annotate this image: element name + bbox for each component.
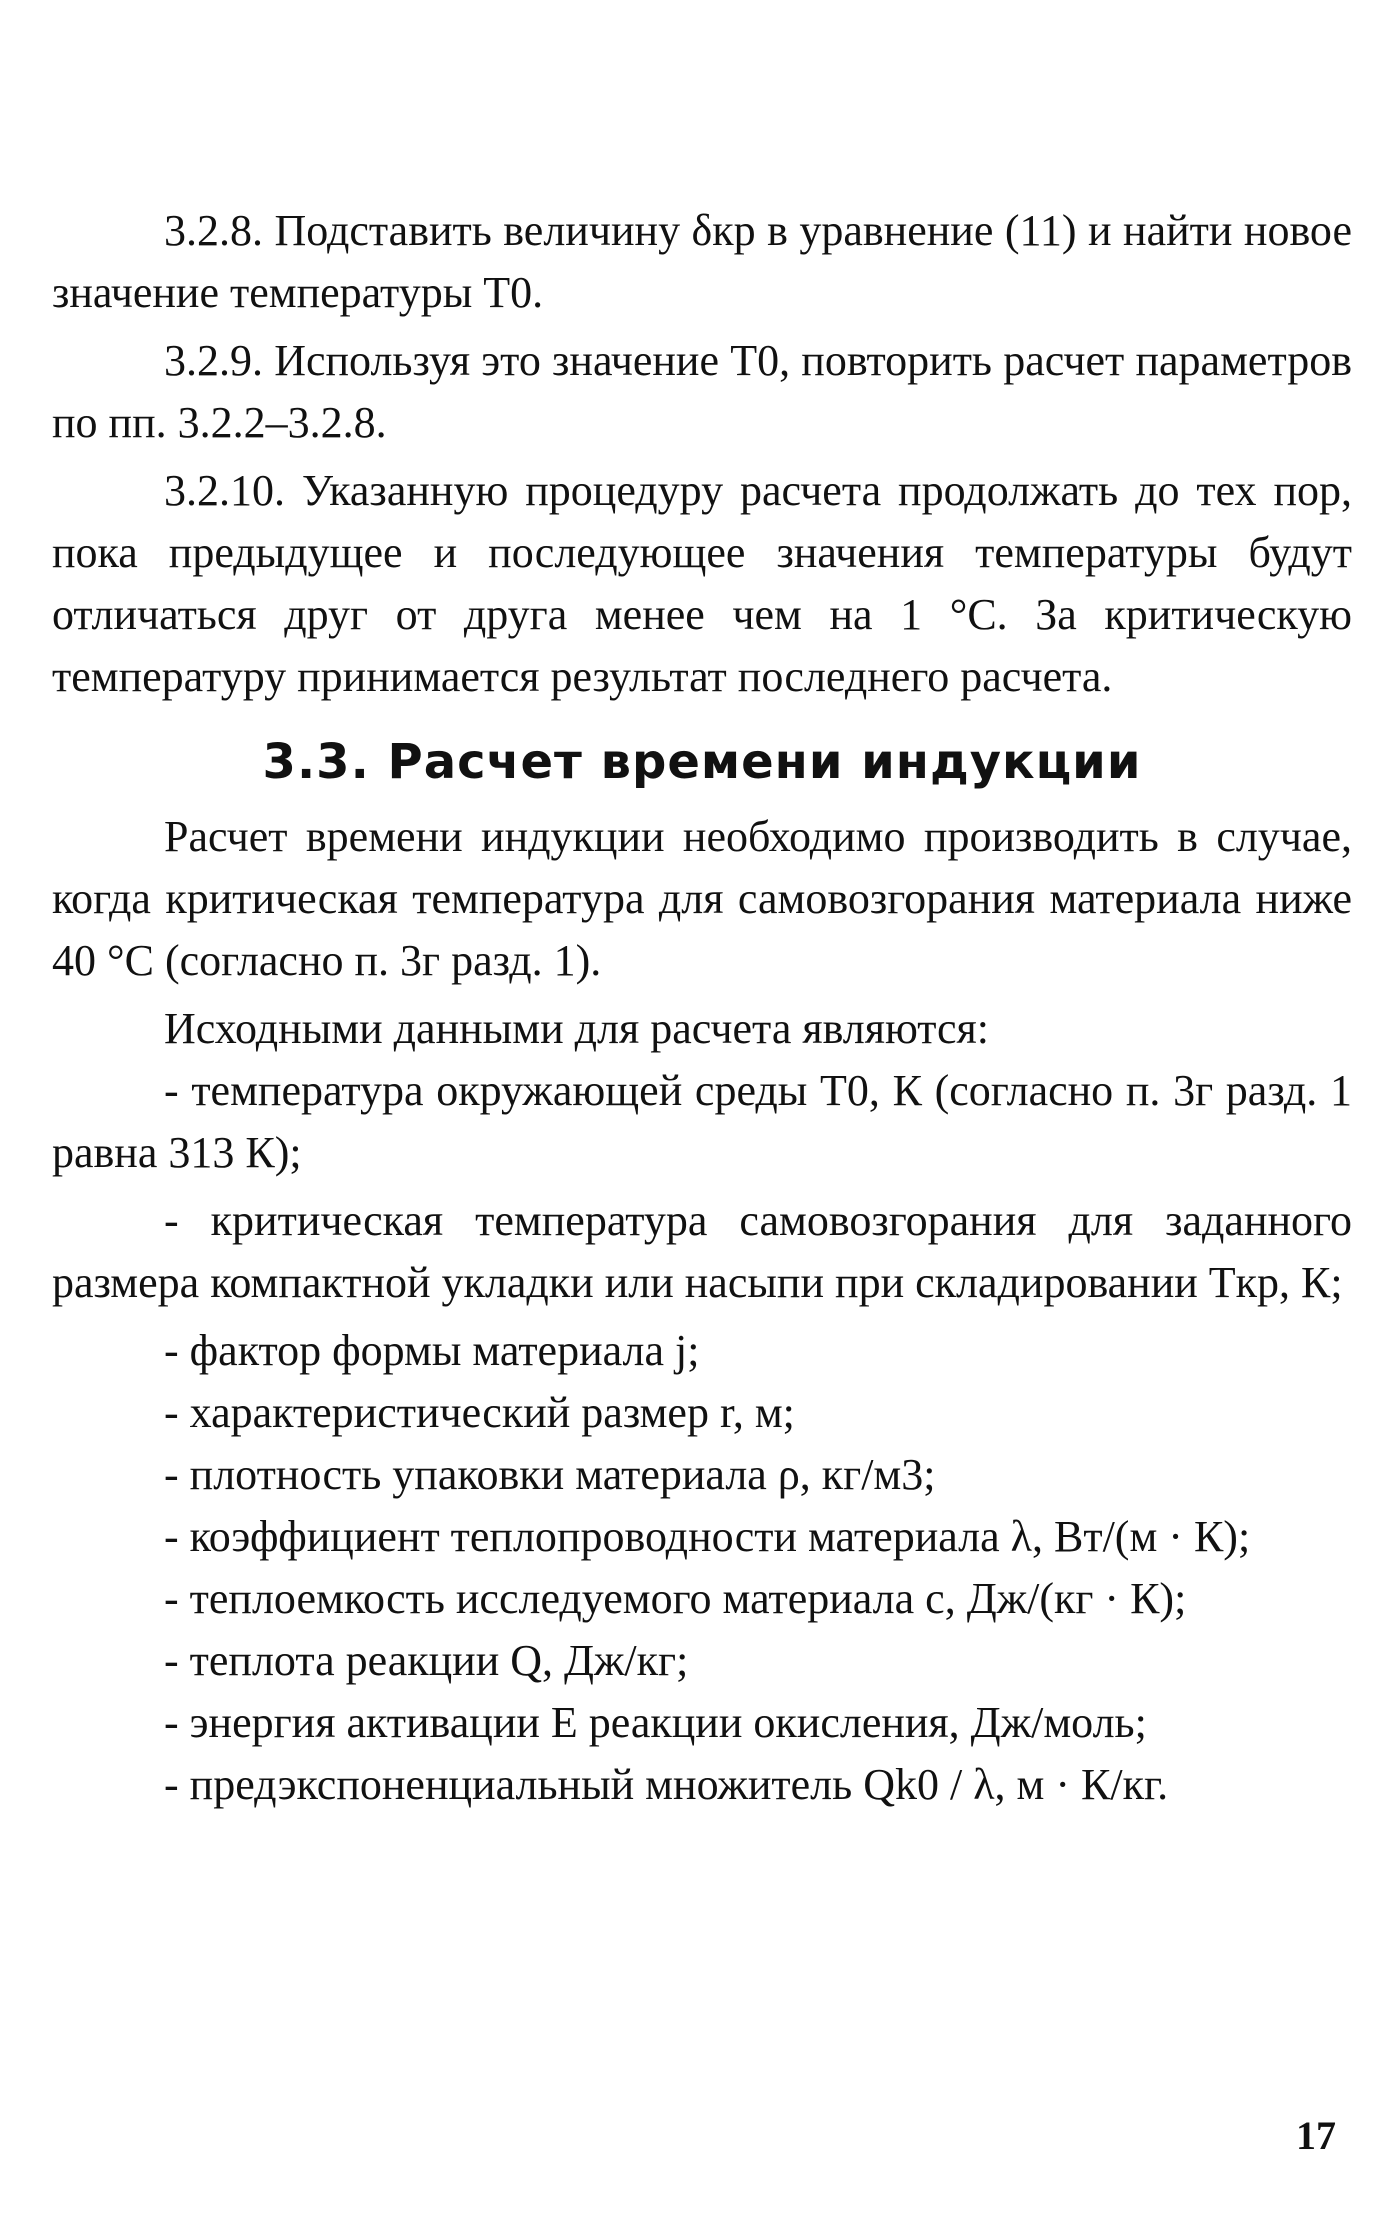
list-item: - энергия активации E реакции окисления, Дж/моль; [164,1698,1147,1747]
paragraph-3-2-10: 3.2.10. Указанную процедуру расчета продолжать до тех пор, пока предыдущее и последующее значения температуры будут отличаться друг от друга менее чем на 1 °С. За критическую температуру принимается результат последнего расчета. [52,466,1352,701]
paragraph-intro: Расчет времени индукции необходимо производить в случае, когда критическая температура для самовозгорания материала ниже 40 °С (согласно п. 3г разд. 1). [52,812,1352,985]
list-item: - характеристический размер r, м; [164,1388,795,1437]
list-item: - коэффициент теплопроводности материала λ, Вт/(м · К); [164,1512,1251,1561]
list-item: - плотность упаковки материала ρ, кг/м3; [164,1450,936,1499]
paragraph-3-2-9: 3.2.9. Используя это значение T0, повторить расчет параметров по пп. 3.2.2–3.2.8. [52,336,1352,447]
paragraph-data-intro: Исходными данными для расчета являются: [164,1004,990,1053]
list-item: - температура окружающей среды T0, К (согласно п. 3г разд. 1 равна 313 К); [52,1066,1352,1177]
list-item: - теплоемкость исследуемого материала c, Дж/(кг · К); [164,1574,1187,1623]
list-item: - предэкспоненциальный множитель Qk0 / λ, м · К/кг. [164,1760,1169,1809]
page-number: 17 [1296,2113,1336,2158]
list-item: - теплота реакции Q, Дж/кг; [164,1636,689,1685]
list-item: - критическая температура самовозгорания для заданного размера компактной укладки или насыпи при складировании Tкр, К; [52,1196,1352,1307]
paragraph-3-2-8: 3.2.8. Подставить величину δкр в уравнение (11) и найти новое значение температуры T0. [52,206,1352,317]
list-item: - фактор формы материала j; [164,1326,700,1375]
document-page [52,200,1352,1816]
section-heading: 3.3. Расчет времени индукции [262,734,1142,790]
